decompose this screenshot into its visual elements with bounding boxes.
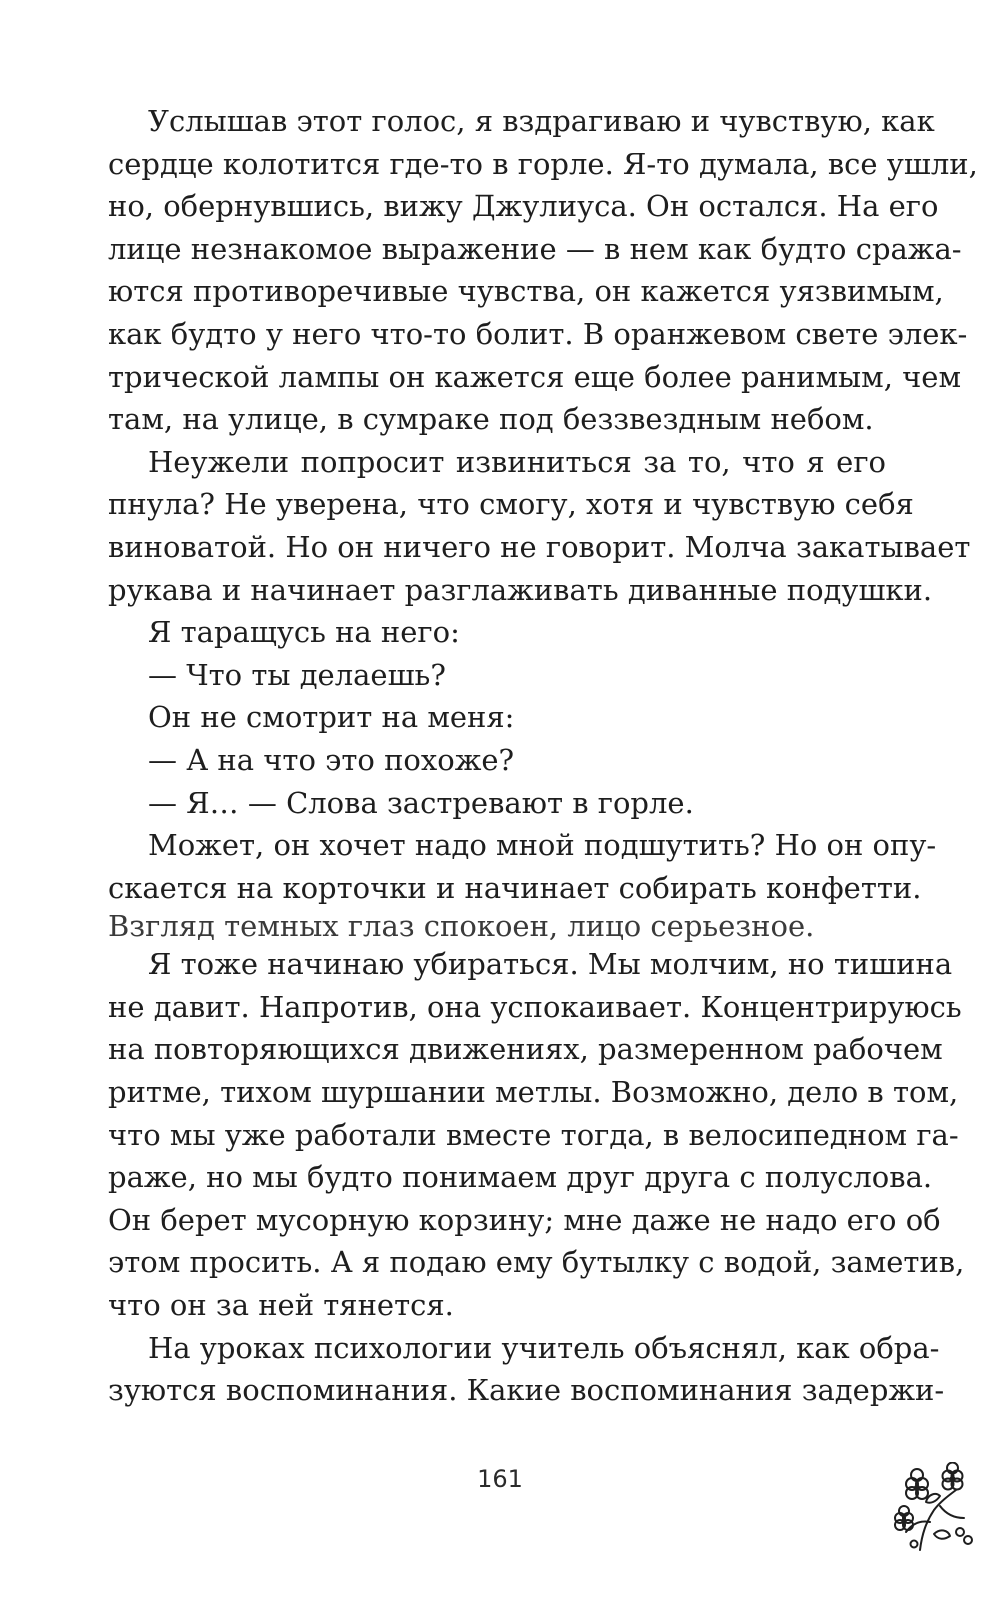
text-line: что он за ней тянется. [108, 1288, 454, 1323]
text-line: виноватой. Но он ничего не говорит. Молча закатывает [108, 529, 971, 564]
text-line: — Что ты делаешь? [148, 657, 446, 692]
text-line: рукава и начинает разглаживать диванные подушки. [108, 572, 933, 607]
text-line: этом просить. А я подаю ему бутылку с водой, заметив, [108, 1245, 965, 1280]
text-line: трической лампы он кажется еще более ранимым, чем [108, 359, 962, 394]
text-line: не давит. Напротив, она успокаивает. Концентрируюсь [108, 989, 962, 1024]
text-line: на повторяющихся движениях, размеренном рабочем [108, 1032, 943, 1067]
text-line: скается на корточки и начинает собирать конфетти. [108, 870, 922, 905]
text-line: Он не смотрит на меня: [148, 700, 515, 735]
text-line: ются противоречивые чувства, он кажется уязвимым, [108, 274, 944, 309]
page-body-text [108, 100, 978, 1412]
text-line: зуются воспоминания. Какие воспоминания задержи- [108, 1373, 945, 1408]
text-line: Я тоже начинаю убираться. Мы молчим, но тишина [148, 947, 953, 982]
page-number: 161 [477, 1465, 523, 1493]
text-line: что мы уже работали вместе тогда, в велосипедном га- [108, 1117, 959, 1152]
text-line: Может, он хочет надо мной подшутить? Но он опу- [148, 828, 937, 863]
text-line: — Я… — Слова застревают в горле. [148, 785, 694, 820]
text-line: ритме, тихом шуршании метлы. Возможно, дело в том, [108, 1075, 959, 1110]
text-line: лице незнакомое выражение — в нем как будто сража- [108, 231, 962, 266]
text-line: Услышав этот голос, я вздрагиваю и чувствую, как [148, 104, 935, 138]
text-line: как будто у него что-то болит. В оранжевом свете элек- [108, 316, 968, 351]
blossom-branch-icon [890, 1462, 974, 1558]
text-line: Взгляд темных глаз спокоен, лицо серьезное. [108, 909, 815, 944]
text-line: На уроках психологии учитель объяснял, как обра- [148, 1330, 940, 1365]
text-line: пнула? Не уверена, что смогу, хотя и чувствую себя [108, 487, 914, 522]
text-line: Неужели попросит извиниться за то, что я его [148, 444, 886, 479]
text-line: сердце колотится где-то в горле. Я-то думала, все ушли, [108, 146, 978, 181]
text-line: но, обернувшись, вижу Джулиуса. Он остался. На его [108, 189, 939, 224]
text-line: Я таращусь на него: [148, 615, 460, 650]
text-line: Он берет мусорную корзину; мне даже не надо его об [108, 1202, 941, 1237]
text-line: раже, но мы будто понимаем друг друга с полуслова. [108, 1160, 933, 1195]
text-line: там, на улице, в сумраке под беззвездным небом. [108, 402, 874, 437]
text-line: — А на что это похоже? [148, 742, 515, 777]
